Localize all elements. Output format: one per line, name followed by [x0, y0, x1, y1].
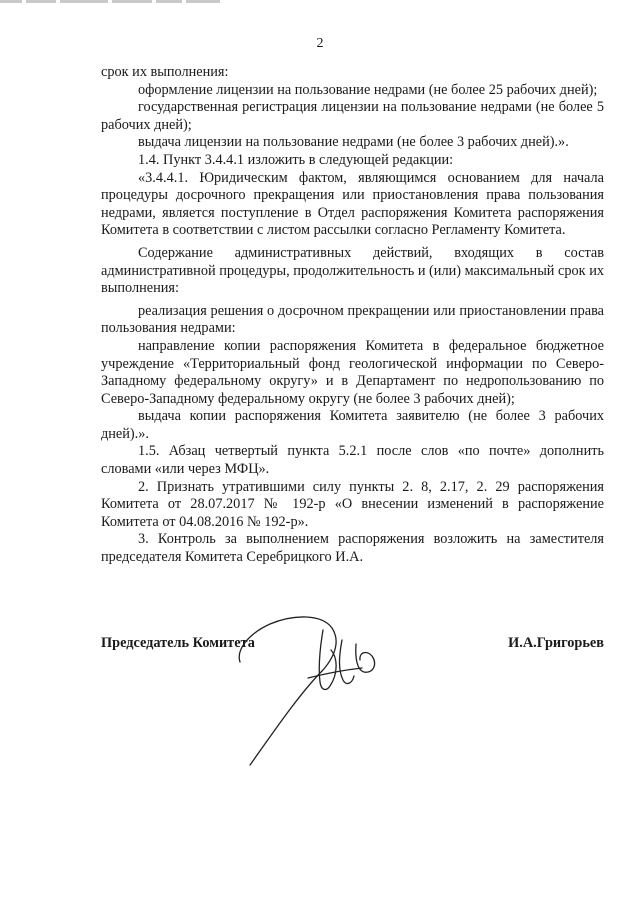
paragraph: срок их выполнения: [101, 64, 229, 80]
paragraph: «3.4.4.1. Юридическим фактом, являющимся основанием для начала процедуры досрочного прекращения или приостановления права пользования недрами, является поступление в Отдел распоряжения Комитета распоряжения Комитета в соответствии с листом рассылки согласно Регламенту Комитета. [101, 169, 604, 239]
document-body [101, 64, 604, 567]
handwritten-signature [228, 600, 398, 770]
paragraph: 1.4. Пункт 3.4.4.1 изложить в следующей редакции: [138, 151, 454, 168]
paragraph: 2. Признать утратившими силу пункты 2. 8, 2.17, 2. 29 распоряжения Комитета от 28.07.2017 № 192-р «О внесении изменений в распоряжение Комитета от 04.08.2016 № 192-р». [101, 478, 604, 530]
paragraph: оформление лицензии на пользование недрами (не более 25 рабочих дней); [138, 81, 598, 98]
paragraph: выдача лицензии на пользование недрами (не более 3 рабочих дней).». [138, 134, 569, 151]
paragraph: 3. Контроль за выполнением распоряжения возложить на заместителя председателя Комитета Серебрицкого И.А. [101, 531, 604, 566]
paragraph: реализация решения о досрочном прекращении или приостановлении права пользования недрами: [101, 302, 604, 337]
paragraph: направление копии распоряжения Комитета в федеральное бюджетное учреждение «Территориальный фонд геологической информации по Северо-Западному федеральному округу» и в Департамент по недропользованию по Северо-Западному федеральному округу (не более 3 рабочих дней); [101, 337, 604, 407]
paragraph: 1.5. Абзац четвертый пункта 5.2.1 после слов «по почте» дополнить словами «или через МФЦ». [101, 443, 604, 478]
paragraph: Содержание административных действий, входящих в состав административной процедуры, продолжительность и (или) максимальный срок их выполнения: [101, 244, 604, 297]
paragraph: выдача копии распоряжения Комитета заявителю (не более 3 рабочих дней).». [101, 408, 604, 442]
paragraph: государственная регистрация лицензии на пользование недрами (не более 5 рабочих дней); [101, 99, 604, 133]
signatory-position: Председатель Комитета [101, 635, 255, 651]
page-number: 2 [316, 36, 324, 51]
scan-header-artifact [0, 0, 300, 8]
signatory-name: И.А.Григорьев [508, 635, 604, 651]
